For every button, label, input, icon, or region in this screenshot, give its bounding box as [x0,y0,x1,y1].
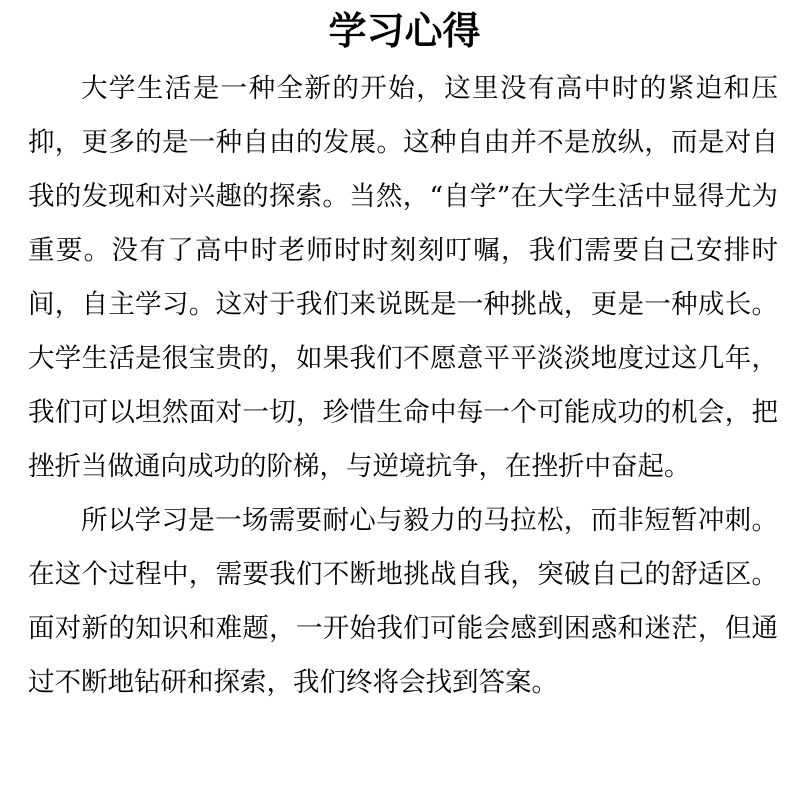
paragraph-1: 大学生活是一种全新的开始，这里没有高中时的紧迫和压抑，更多的是一种自由的发展。这种自由并不是放纵，而是对自我的发现和对兴趣的探索。当然，“自学”在大学生活中显得尤为重要。没有了高中时老师时时刻刻叮嘱，我们需要自己安排时间，自主学习。这对于我们来说既是一种挑战，更是一种成长。大学生活是很宝贵的，如果我们不愿意平平淡淡地度过这几年，我们可以坦然面对一切，珍惜生命中每一个可能成功的机会，把挫折当做通向成功的阶梯，与逆境抗争，在挫折中奋起。 [28,73,778,482]
document-body [28,62,778,710]
paragraph-2: 所以学习是一场需要耐心与毅力的马拉松，而非短暂冲刺。在这个过程中，需要我们不断地挑战自我，突破自己的舒适区。面对新的知识和难题，一开始我们可能会感到困惑和迷茫，但通过不断地钻研和探索，我们终将会找到答案。 [28,505,778,698]
document-title: 学习心得 [328,9,481,53]
